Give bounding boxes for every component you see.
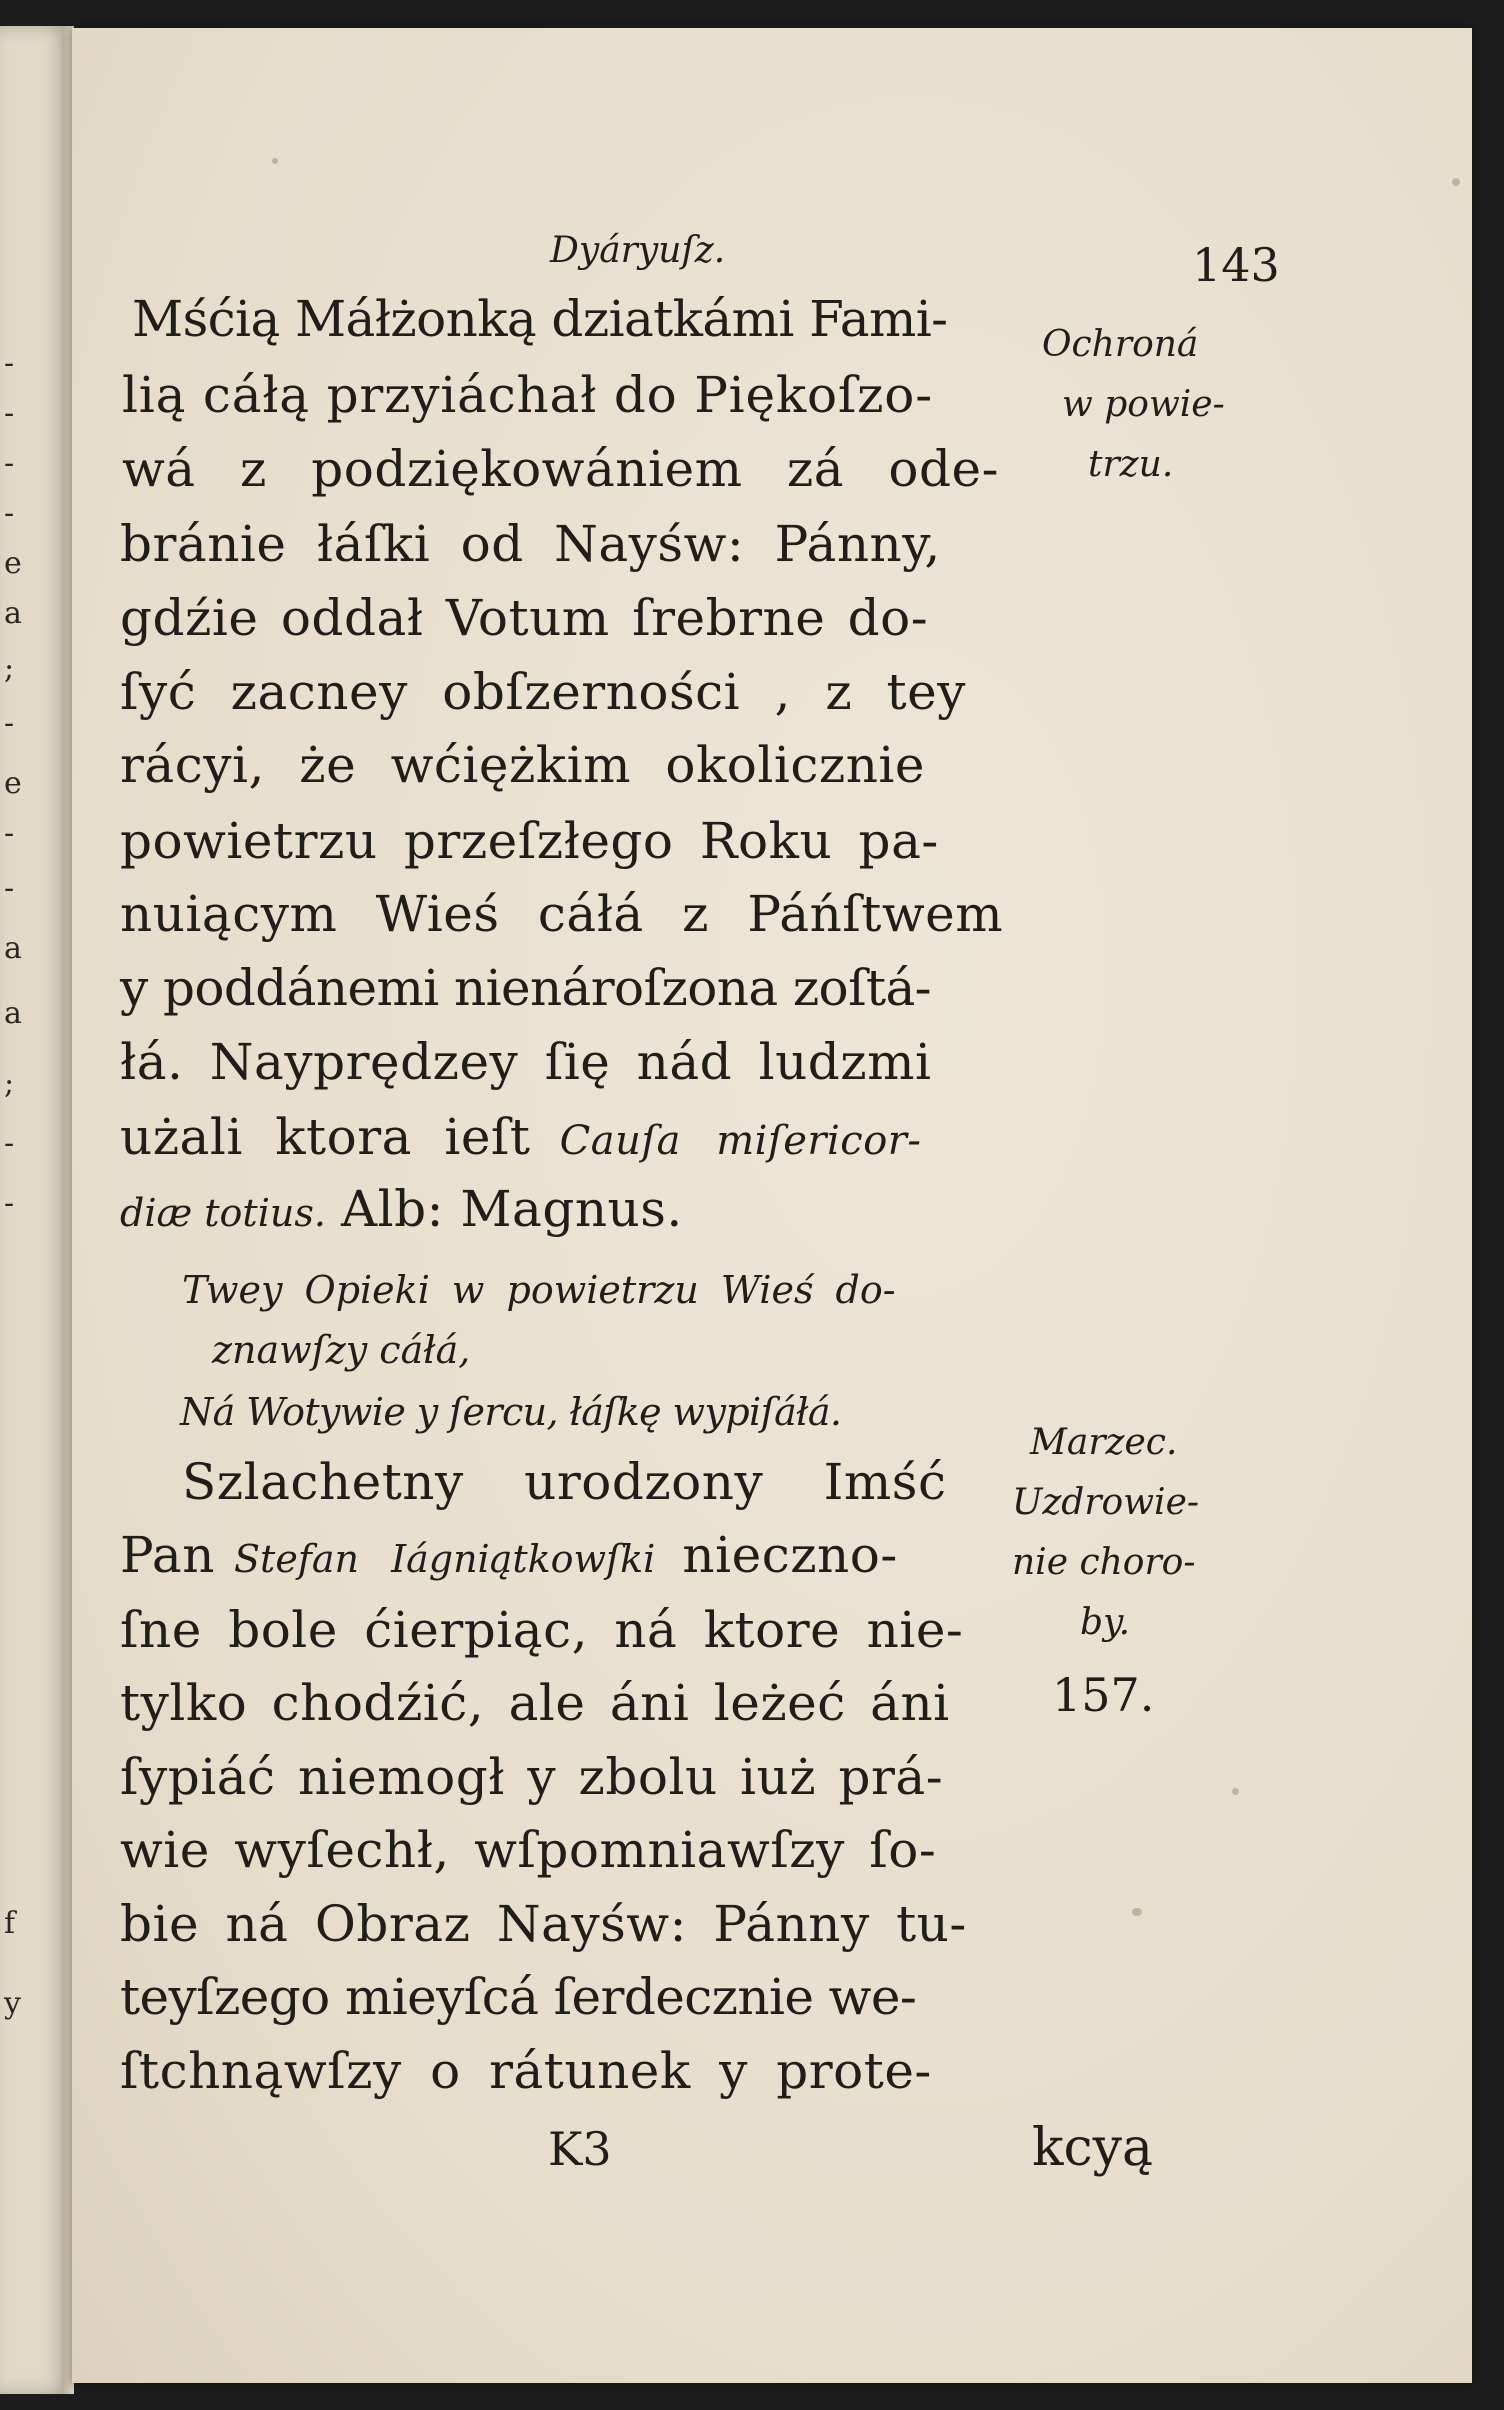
left-fragment: ; [4,1066,15,1101]
margin-note: w powie- [1062,384,1225,425]
left-fragment: - [4,396,15,431]
foxing-spot [1132,1908,1142,1916]
text-line: bránie łáſki od Nayśw: Pánny, [120,515,941,573]
text-line: rácyi, że wćiężkim okolicznie [120,736,925,794]
text-line: ſne bole ćierpiąc, ná ktore nie- [120,1601,964,1659]
left-fragment: y [4,1986,21,2021]
left-fragment: a [4,596,22,631]
left-fragment: - [4,346,15,381]
person-name: Stefan Iágniątkowſki [234,1537,656,1581]
running-head: Dyáryuſz. [550,230,726,271]
margin-number: 157. [1052,1668,1155,1722]
poem-line: znawſzy cáłá, [212,1328,471,1372]
margin-note: Ochroná [1042,324,1199,365]
foxing-spot [1452,178,1460,186]
margin-note: by. [1080,1602,1131,1643]
poem-line: Ná Wotywie y ſercu, łáſkę wypiſáłá. [180,1390,842,1434]
left-fragment: - [4,816,15,851]
text-line [120,1180,683,1238]
text-line: ſyć zacney obſzerności , z tey [120,663,966,721]
left-fragment: - [4,1126,15,1161]
text-line: lią cáłą przyiáchał do Piękoſzo- [122,366,933,424]
text-line: ſtchnąwſzy o rátunek y prote- [120,2042,932,2100]
text-span: nieczno- [682,1526,898,1584]
text-line: tylko chodźić, ale áni leżeć áni [120,1674,950,1732]
foxing-spot [272,158,278,164]
text-line: teyſzego mieyſcá ſerdecznie we- [120,1968,917,2026]
text-line [120,1526,898,1584]
latin-quote: diæ totius. [120,1191,326,1235]
latin-quote: Cauſa miſericor- [559,1118,922,1164]
text-line: wá z podziękowániem zá ode- [122,440,1000,498]
text-span: użali ktora ieſt [120,1108,531,1166]
page-number: 143 [1192,238,1280,292]
citation: Alb: Magnus. [341,1180,683,1238]
text-line: ſypiáć niemogł y zbolu iuż prá- [120,1748,944,1806]
book-page [72,28,1472,2383]
text-line: wie wyſechł, wſpomniawſzy ſo- [120,1821,937,1879]
left-fragment: - [4,871,15,906]
text-line: bie ná Obraz Nayśw: Pánny tu- [120,1895,967,1953]
left-page-edge [0,26,70,2394]
left-fragment: a [4,931,22,966]
text-span: Pan [120,1526,215,1584]
text-line [120,1108,921,1166]
poem-line: Twey Opieki w powietrzu Wieś do- [182,1268,896,1312]
text-line: powietrzu przeſzłego Roku pa- [120,812,939,870]
left-fragment: a [4,996,22,1031]
margin-note: Marzec. [1030,1422,1178,1463]
text-line: nuiącym Wieś cáłá z Páńſtwem [120,885,1004,943]
margin-note: Uzdrowie- [1012,1482,1200,1523]
left-fragment: f [4,1906,16,1941]
left-fragment: ; [4,651,15,686]
text-line: y poddánemi nienároſzona zoſtá- [120,959,931,1017]
left-fragment: - [4,1186,15,1221]
left-fragment: - [4,706,15,741]
left-fragment: e [4,546,22,581]
text-line: łá. Nayprędzey ſię nád ludzmi [120,1033,932,1091]
margin-note: trzu. [1088,444,1174,485]
left-fragment: e [4,766,22,801]
catchword: kcyą [1032,2118,1154,2178]
text-line: Szlachetny urodzony Imść [182,1453,947,1511]
left-fragment: - [4,496,15,531]
signature-mark: K3 [548,2122,612,2176]
left-fragment: - [4,446,15,481]
text-line: gdźie oddał Votum ſrebrne do- [120,589,929,647]
margin-note: nie choro- [1012,1542,1196,1583]
text-line: Mśćią Máłżonką dziatkámi Fami- [132,290,948,348]
foxing-spot [1232,1788,1239,1795]
